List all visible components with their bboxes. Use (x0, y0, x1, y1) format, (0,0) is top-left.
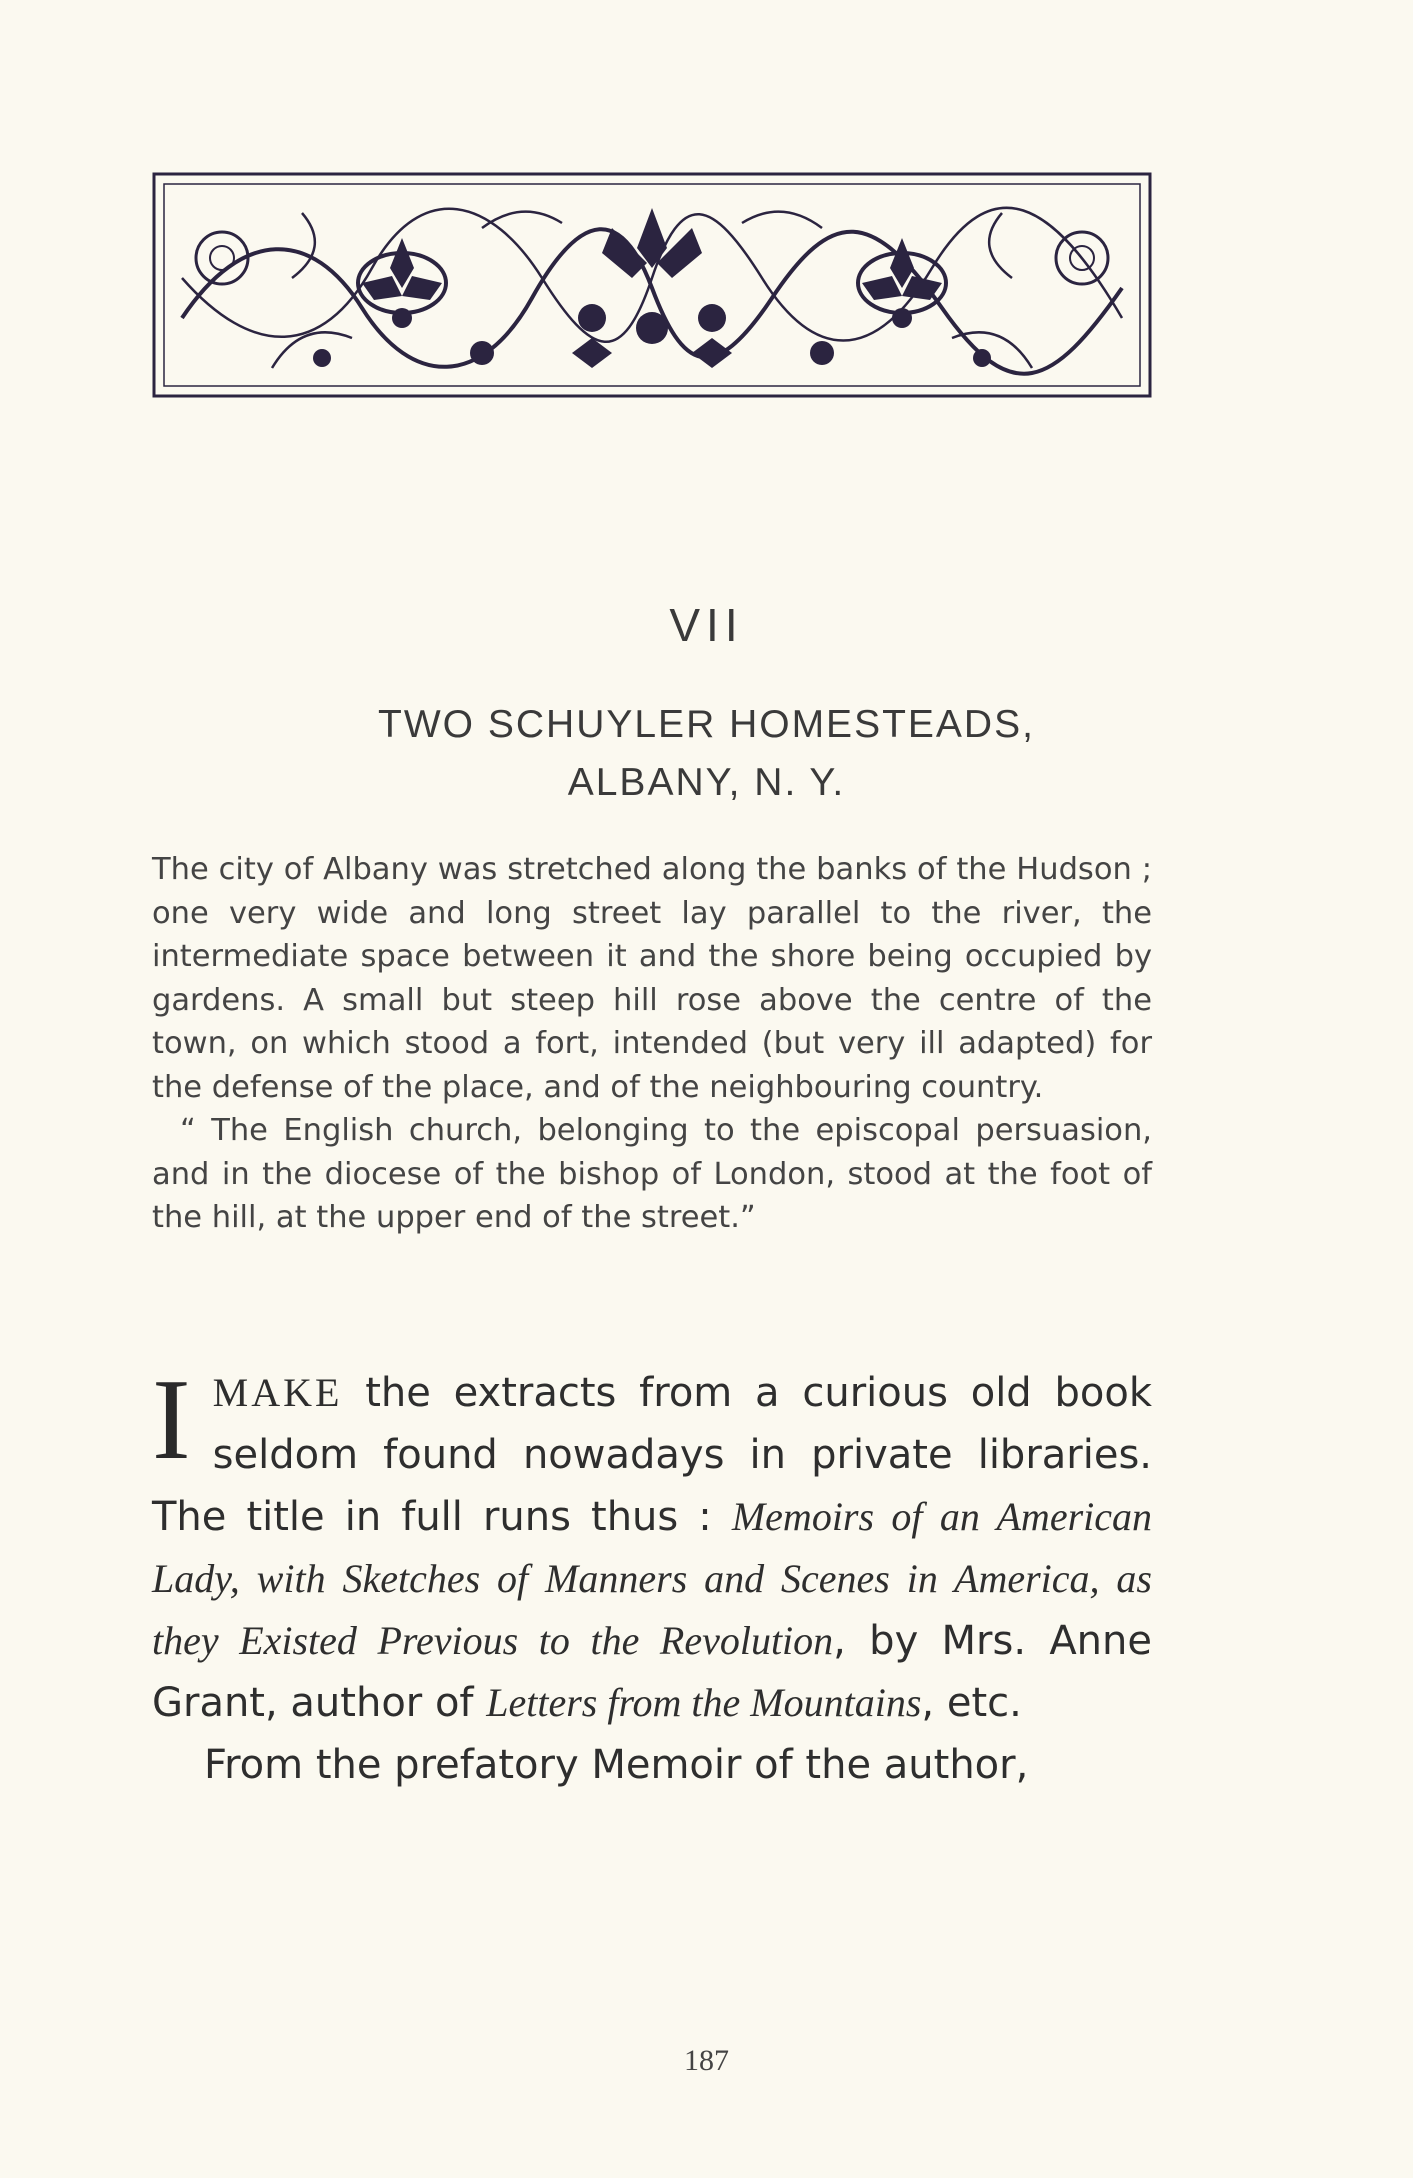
body-text-run: the extracts from a curious old book seldom found nowadays in private libraries. The title in full runs thus : (152, 1370, 1152, 1540)
body-text-run: , etc. (921, 1680, 1022, 1726)
chapter-number: VII (669, 599, 744, 651)
opening-paragraph (152, 1356, 1153, 1734)
ornamental-header-band (152, 168, 1152, 400)
drop-cap: I (152, 1356, 191, 1484)
body-text (152, 1356, 1153, 1796)
epigraph-paragraph: The city of Albany was stretched along the banks of the Hudson ; one very wide and long street lay parallel to the river, the intermediate space between it and the shore being occupied by gardens. A small but steep hill rose above the centre of the town, on which stood a fort, intended (but very ill adapted) for the defense of the place, and of the neighbouring country. (152, 852, 1152, 1105)
book-title-italic: Memoirs of an American Lady, with Sketches of Manners and Scenes in America, as they Existed Previous to the Revolution (152, 1494, 1153, 1663)
chapter-title-line-2: ALBANY, N. Y. (567, 761, 846, 804)
second-paragraph: From the prefatory Memoir of the author, (204, 1742, 1029, 1788)
opening-small-caps: MAKE (212, 1370, 343, 1415)
page-number: 187 (684, 2044, 729, 2077)
epigraph-quote (152, 848, 1152, 1240)
floral-ornament-illustration (152, 168, 1152, 400)
other-book-title-italic: Letters from the Mountains (486, 1680, 922, 1725)
epigraph-paragraph: “ The English church, belonging to the episcopal persuasion, and in the diocese of the bishop of London, stood at the foot of the hill, at the upper end of the street.” (152, 1113, 1152, 1235)
chapter-title-line-1: TWO SCHUYLER HOMESTEADS, (378, 703, 1035, 746)
chapter-title (0, 696, 1413, 812)
body-text-run: , by Mrs. Anne Grant, author of (152, 1618, 1152, 1726)
